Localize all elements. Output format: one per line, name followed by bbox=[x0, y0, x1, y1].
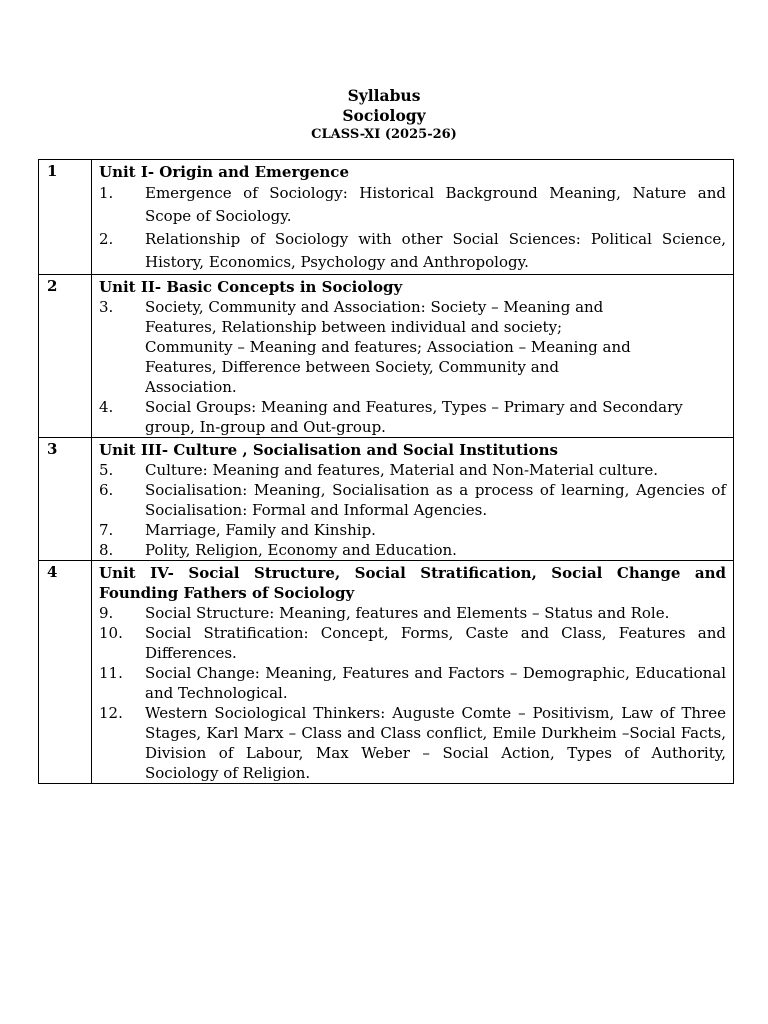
unit-row bbox=[39, 275, 734, 438]
topic-number: 6. bbox=[99, 481, 114, 499]
topic-text: Socialisation: Meaning, Socialisation as a process of learning, Agencies of Socialisation: Formal and Informal Agencies. bbox=[145, 481, 726, 519]
syllabus-table bbox=[38, 159, 734, 784]
topic-text: Relationship of Sociology with other Social Sciences: Political Science, History, Economics, Psychology and Anthropology. bbox=[145, 230, 726, 271]
topic-item bbox=[99, 460, 726, 480]
unit-row bbox=[39, 160, 734, 275]
topic-item bbox=[99, 480, 726, 520]
unit-title: Unit I- Origin and Emergence bbox=[99, 163, 349, 181]
topic-item bbox=[99, 703, 726, 783]
unit-number: 3 bbox=[39, 438, 92, 561]
topic-text: Emergence of Sociology: Historical Background Meaning, Nature and Scope of Sociology. bbox=[145, 184, 726, 225]
unit-number: 4 bbox=[39, 561, 92, 784]
class-label: CLASS-XI (2025-26) bbox=[311, 127, 457, 142]
document-title: Syllabus bbox=[347, 86, 421, 105]
topic-item bbox=[99, 520, 726, 540]
topic-text: Western Sociological Thinkers: Auguste Comte – Positivism, Law of Three Stages, Karl Marx – Class and Class conflict, Emile Durkheim –Social Facts, Division of Labour, Max Weber – Social Action, Types of Authority, Sociology of Religion. bbox=[145, 704, 726, 782]
subject-title: Sociology bbox=[342, 106, 426, 125]
topic-number: 8. bbox=[99, 541, 114, 559]
topic-number: 4. bbox=[99, 398, 114, 416]
topic-text: Social Stratification: Concept, Forms, Caste and Class, Features and Differences. bbox=[145, 624, 726, 662]
topic-item bbox=[99, 228, 726, 274]
unit-title: Unit III- Culture , Socialisation and Social Institutions bbox=[99, 441, 558, 459]
topic-text: Society, Community and Association: Society – Meaning and Features, Relationship between individual and society; Community – Meaning and features; Association – Meaning and Features, Difference between Society, Community and Association. bbox=[145, 298, 631, 396]
topic-item bbox=[99, 182, 726, 228]
unit-content bbox=[92, 275, 734, 438]
topic-item bbox=[99, 397, 726, 437]
topic-item bbox=[99, 297, 726, 397]
topic-text: Culture: Meaning and features, Material and Non-Material culture. bbox=[145, 461, 659, 479]
topic-number: 2. bbox=[99, 230, 114, 248]
topic-item bbox=[99, 603, 726, 623]
topic-number: 5. bbox=[99, 461, 114, 479]
unit-content bbox=[92, 160, 734, 275]
unit-number: 1 bbox=[39, 160, 92, 275]
topic-text: Marriage, Family and Kinship. bbox=[145, 521, 376, 539]
topic-number: 1. bbox=[99, 184, 114, 202]
topic-text: Social Groups: Meaning and Features, Types – Primary and Secondary group, In-group and Out-group. bbox=[145, 398, 683, 436]
topic-number: 11. bbox=[99, 664, 123, 682]
unit-content bbox=[92, 438, 734, 561]
topic-number: 3. bbox=[99, 298, 114, 316]
unit-row bbox=[39, 561, 734, 784]
unit-title: Unit IV- Social Structure, Social Stratification, Social Change and Founding Fathers of Sociology bbox=[99, 564, 726, 602]
topic-item bbox=[99, 540, 726, 560]
topic-text: Social Structure: Meaning, features and Elements – Status and Role. bbox=[145, 604, 670, 622]
topic-item bbox=[99, 663, 726, 703]
unit-number: 2 bbox=[39, 275, 92, 438]
topic-item bbox=[99, 623, 726, 663]
unit-row bbox=[39, 438, 734, 561]
topic-text: Polity, Religion, Economy and Education. bbox=[145, 541, 457, 559]
topic-text: Social Change: Meaning, Features and Factors – Demographic, Educational and Technological. bbox=[145, 664, 726, 702]
topic-number: 7. bbox=[99, 521, 114, 539]
unit-content bbox=[92, 561, 734, 784]
topic-number: 9. bbox=[99, 604, 114, 622]
unit-title: Unit II- Basic Concepts in Sociology bbox=[99, 278, 403, 296]
document-heading bbox=[0, 86, 768, 144]
topic-number: 12. bbox=[99, 704, 123, 722]
topic-number: 10. bbox=[99, 624, 123, 642]
